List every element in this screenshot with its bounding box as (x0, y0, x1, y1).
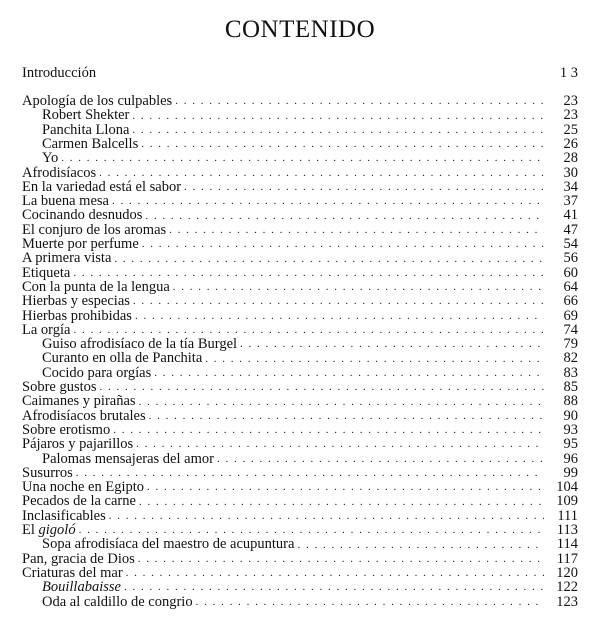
dot-leader (139, 495, 544, 509)
toc-entry-title: Con la punta de la lengua (22, 278, 170, 295)
dot-leader (73, 323, 544, 337)
toc-entry-title: Pájaros y pajarillos (22, 436, 134, 453)
toc-entry-page: 109 (556, 493, 578, 510)
dot-leader (136, 437, 544, 451)
toc-entry-page: 1 3 (559, 65, 578, 81)
toc-entry-page: 64 (563, 278, 578, 295)
toc-entry-page: 34 (563, 178, 578, 195)
toc-entry-title: Palomas mensajeras del amor (42, 450, 214, 467)
toc-entry (22, 480, 578, 494)
toc-entry (22, 366, 578, 380)
toc-entry-title: Panchita Llona (42, 121, 130, 138)
toc-entry-title: Carmen Balcells (42, 135, 139, 152)
toc-entry-title: Afrodisíacos brutales (22, 407, 146, 424)
toc-entry-title: Susurros (22, 464, 73, 481)
toc-entry-page: 90 (563, 407, 578, 424)
toc-entry-page: 60 (563, 264, 578, 281)
toc-entry-title: A primera vista (22, 250, 112, 267)
toc-entry-title: Cocinando desnudos (22, 207, 143, 224)
dot-leader (135, 309, 544, 323)
toc-entry (22, 323, 578, 337)
toc-entry (22, 437, 578, 451)
toc-entry-title: Guiso afrodisíaco de la tía Burgel (42, 336, 238, 353)
toc-entry-title: Sobre gustos (22, 379, 97, 395)
toc-entry (22, 494, 578, 508)
toc-entry (22, 237, 578, 251)
toc-entry-title: Muerte por perfume (22, 236, 139, 252)
toc-entry (22, 94, 578, 108)
toc-entry-page: 113 (556, 522, 578, 538)
dot-leader (114, 252, 544, 266)
dot-leader (240, 337, 544, 351)
toc-entry (22, 294, 578, 308)
toc-entry-title: Criaturas del mar (22, 564, 123, 581)
dot-leader (297, 538, 544, 552)
toc-entry-page: 99 (563, 464, 578, 481)
toc-entry-page: 23 (563, 93, 578, 109)
dot-leader (184, 180, 544, 194)
toc-entry-title: Apología de los culpables (22, 93, 173, 109)
dot-leader (149, 409, 544, 423)
page-title: CONTENIDO (224, 16, 376, 43)
toc-entry-page: 30 (563, 164, 578, 181)
toc-entry-page: 123 (556, 593, 578, 610)
toc-entry (22, 394, 578, 408)
dot-leader (100, 380, 544, 394)
dot-leader (124, 580, 544, 594)
toc-entry-title: Sopa afrodisíaca del maestro de acupuntura (42, 536, 295, 553)
toc-entry-page: 41 (563, 207, 578, 224)
toc-entry (22, 137, 578, 151)
toc-entry-title: Oda al caldillo de congrio (42, 593, 193, 610)
toc-entry-title: Bouillabaisse (42, 579, 121, 596)
toc-entry-title: Introducción (22, 65, 97, 81)
dot-leader (169, 223, 544, 237)
dot-leader (147, 480, 544, 494)
toc-entry-page: 25 (563, 121, 578, 138)
dot-leader (139, 395, 544, 409)
toc-entry-title: Etiqueta (22, 264, 71, 281)
toc-entry-page: 114 (556, 536, 578, 553)
toc-entry (22, 180, 578, 194)
toc-entry (22, 194, 578, 208)
dot-leader (61, 151, 544, 165)
toc-entry-title: El conjuro de los aromas (22, 221, 167, 238)
toc-entry (22, 223, 578, 237)
toc-entry (22, 66, 578, 80)
dot-leader (73, 266, 544, 280)
toc-entry-page: 28 (563, 150, 578, 167)
toc-entry (22, 309, 578, 323)
toc-entry-title: Afrodisíacos (22, 164, 97, 181)
toc-entry-page: 117 (556, 550, 578, 567)
toc-entry-page: 111 (557, 507, 578, 524)
toc-entry-title: Inclasificables (22, 507, 106, 524)
dot-leader (113, 423, 544, 437)
toc-entry-page: 54 (563, 236, 578, 252)
toc-entry-page: 26 (563, 135, 578, 152)
toc-entry (22, 566, 578, 580)
dot-leader (133, 294, 544, 308)
toc-entry-page: 88 (563, 393, 578, 410)
dot-leader (79, 523, 544, 537)
toc-entry-page: 66 (563, 293, 578, 310)
toc-entry-title: En la variedad está el sabor (22, 178, 182, 195)
toc-entry-page: 79 (563, 336, 578, 353)
dot-leader (145, 209, 544, 223)
dot-leader (138, 552, 544, 566)
dot-leader (141, 137, 544, 151)
toc-entry (22, 537, 578, 551)
dot-leader (142, 237, 544, 251)
toc-entry-page: 122 (556, 579, 578, 596)
dot-leader (112, 194, 544, 208)
dot-leader (205, 352, 544, 366)
toc-entry-title: Robert Shekter (42, 107, 130, 124)
dot-leader (196, 595, 544, 609)
toc-entry (22, 409, 578, 423)
toc-entry-page: 85 (563, 379, 578, 395)
dot-leader (109, 509, 544, 523)
toc-entry-page: 37 (563, 193, 578, 210)
toc-entry-title: Sobre erotismo (22, 421, 111, 438)
toc-entry-title: Una noche en Egipto (22, 479, 145, 496)
toc-entry-page: 74 (563, 321, 578, 338)
dot-leader (99, 166, 544, 180)
toc-entry (22, 523, 578, 537)
toc-entry-page: 56 (563, 250, 578, 267)
toc-entry-page: 82 (563, 350, 578, 367)
toc-entry-page: 120 (556, 564, 578, 581)
toc-entry-title: Hierbas prohibidas (22, 307, 132, 324)
toc-entry-title: La orgía (22, 321, 71, 338)
toc-entry-page: 95 (563, 436, 578, 453)
toc-entry-page: 83 (563, 364, 578, 381)
toc-entry (22, 251, 578, 265)
toc-entry-page: 23 (563, 107, 578, 124)
dot-leader (154, 366, 544, 380)
toc-entry (22, 108, 578, 122)
toc-entry (22, 123, 578, 137)
toc-entry-page: 104 (556, 479, 578, 496)
toc-entry-title: Pan, gracia de Dios (22, 550, 135, 567)
toc-entry (22, 266, 578, 280)
toc-entry (22, 208, 578, 222)
toc-entry (22, 151, 578, 165)
toc-entry-title: La buena mesa (22, 193, 109, 210)
toc-entry-title: El gigoló (22, 522, 76, 538)
toc-entry-page: 93 (563, 421, 578, 438)
toc-entry-title: Cocido para orgías (42, 364, 152, 381)
dot-leader (76, 466, 544, 480)
toc-entry-title: Yo (42, 150, 59, 167)
toc-entry (22, 351, 578, 365)
toc-entry-title: Caimanes y pirañas (22, 393, 136, 410)
toc-entry (22, 509, 578, 523)
toc-entry (22, 280, 578, 294)
toc-entry (22, 166, 578, 180)
dot-leader (126, 566, 544, 580)
toc-entry (22, 337, 578, 351)
toc-entry (22, 552, 578, 566)
toc-entry (22, 580, 578, 594)
toc-entry (22, 423, 578, 437)
dot-leader (175, 94, 544, 108)
toc-entry-title: Pecados de la carne (22, 493, 136, 510)
toc-entry (22, 466, 578, 480)
toc-entry-title: Curanto en olla de Panchita (42, 350, 203, 367)
dot-leader (132, 109, 544, 123)
dot-leader (217, 452, 544, 466)
dot-leader (173, 280, 544, 294)
toc-entry-title: Hierbas y especias (22, 293, 130, 310)
toc-entry-page: 69 (563, 307, 578, 324)
toc-entry (22, 452, 578, 466)
dot-leader (132, 123, 544, 137)
toc-entry (22, 595, 578, 609)
toc-entry-page: 47 (563, 221, 578, 238)
toc-entry-page: 96 (563, 450, 578, 467)
toc-entry (22, 380, 578, 394)
